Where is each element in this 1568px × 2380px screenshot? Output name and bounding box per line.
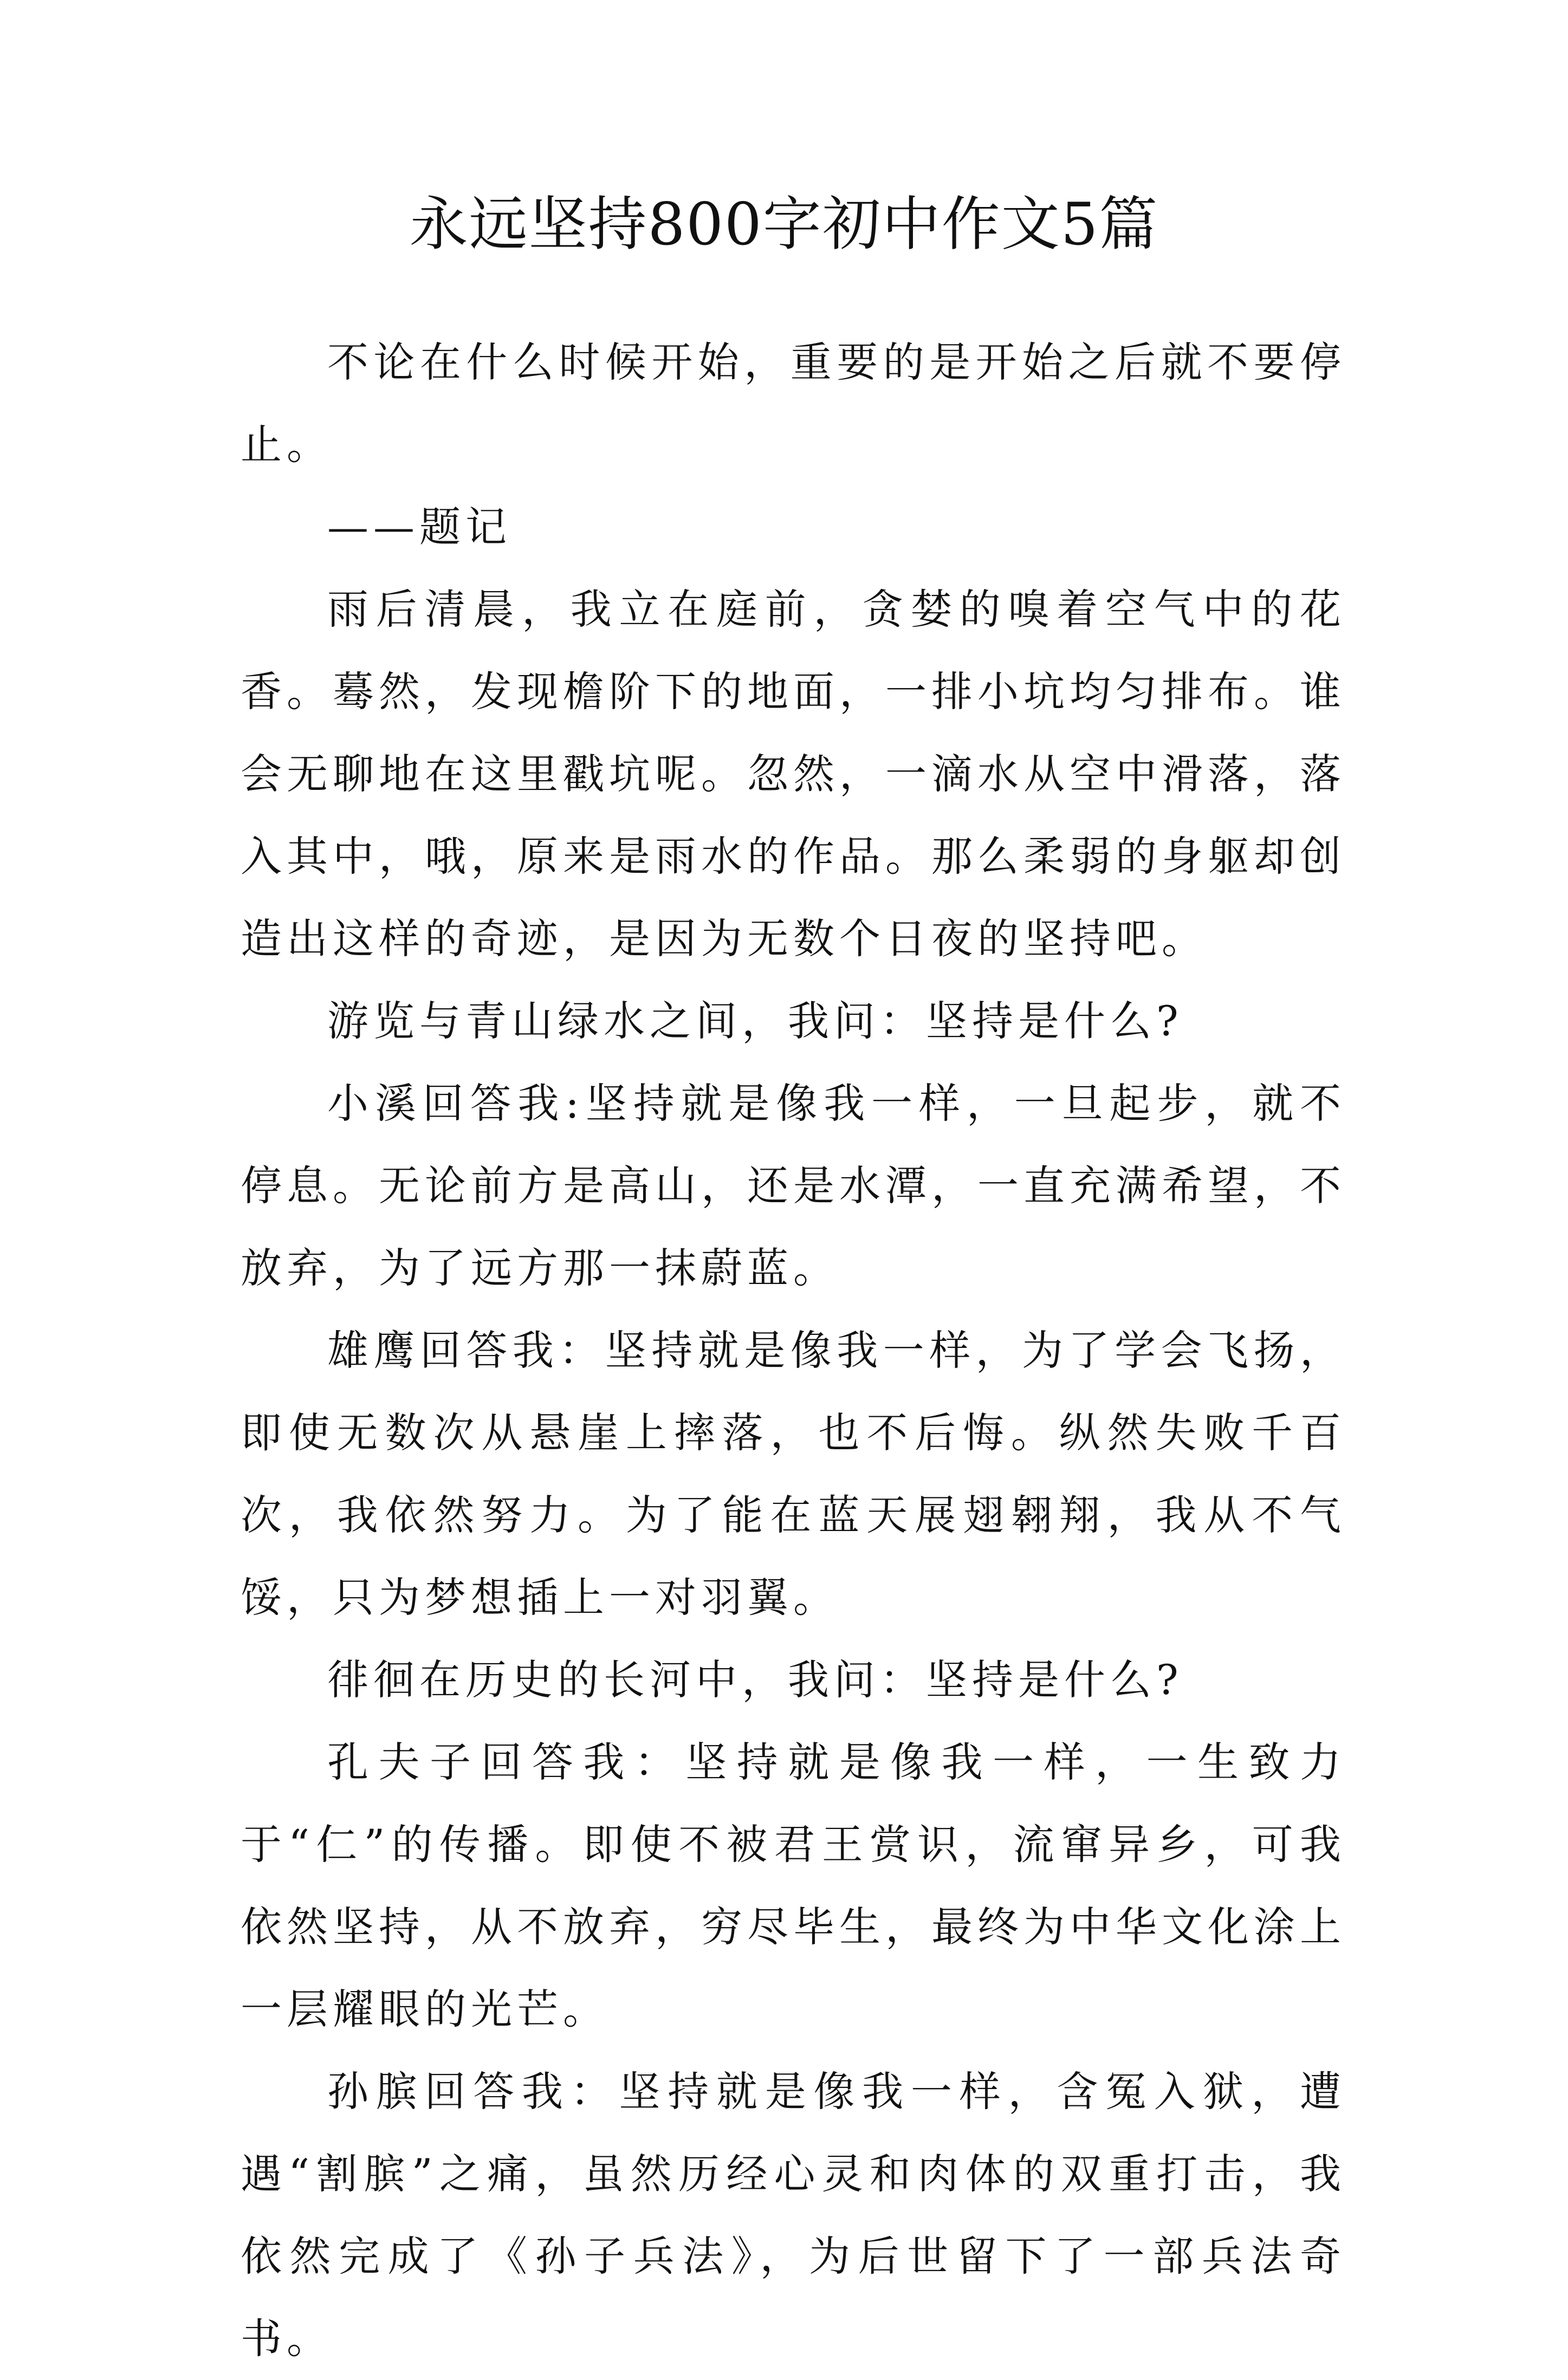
paragraph-epigraph-source: ——题记 (327, 503, 511, 551)
paragraph-epigraph: 不论在什么时候开始，重要的是开始之后就不要停止。 (241, 338, 1346, 469)
paragraph: 孔夫子回答我：坚持就是像我一样，一生致力于“仁”的传播。即使不被君王赏识，流窜异乡，可我依然坚持，从不放弃，穷尽毕生，最终为中华文化涂上一层耀眼的光芒。 (241, 1738, 1346, 2033)
document-body (241, 321, 1346, 2380)
paragraph: 孙膑回答我：坚持就是像我一样，含冤入狱，遭遇“割膑”之痛，虽然历经心灵和肉体的双重打击，我依然完成了《孙子兵法》，为后世留下了一部兵法奇书。 (241, 2067, 1346, 2363)
paragraph: 雄鹰回答我：坚持就是像我一样，为了学会飞扬，即使无数次从悬崖上摔落，也不后悔。纵然失败千百次，我依然努力。为了能在蓝天展翅翱翔，我从不气馁，只为梦想插上一对羽翼。 (241, 1326, 1346, 1622)
document-title: 永远坚持800字初中作文5篇 (409, 191, 1159, 258)
paragraph: 小溪回答我:坚持就是像我一样，一旦起步，就不停息。无论前方是高山，还是水潭，一直充满希望，不放弃，为了远方那一抹蔚蓝。 (241, 1079, 1346, 1292)
paragraph: 游览与青山绿水之间，我问：坚持是什么? (327, 997, 1183, 1045)
paragraph: 雨后清晨，我立在庭前，贪婪的嗅着空气中的花香。蓦然，发现檐阶下的地面，一排小坑均匀排布。谁会无聊地在这里戳坑呢。忽然，一滴水从空中滑落，落入其中，哦，原来是雨水的作品。那么柔弱的身躯却创造出这样的奇迹，是因为无数个日夜的坚持吧。 (241, 585, 1346, 963)
paragraph: 徘徊在历史的长河中，我问：坚持是什么? (327, 1656, 1183, 1704)
